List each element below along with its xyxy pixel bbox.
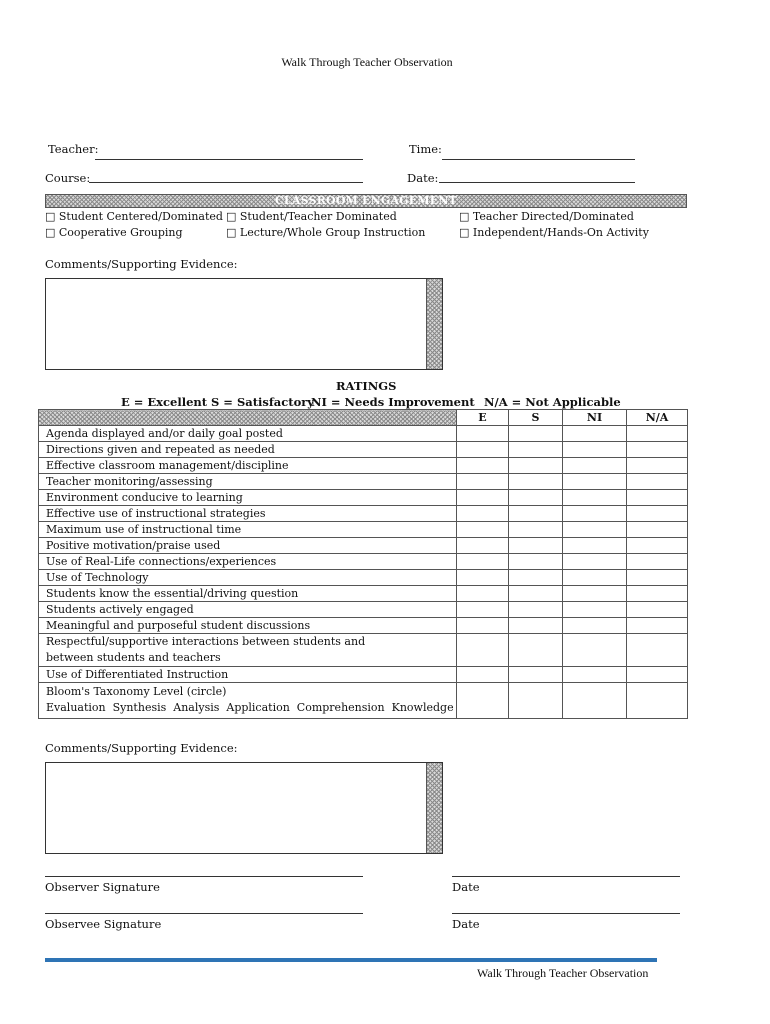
time-field[interactable] bbox=[442, 159, 635, 160]
rating-cell-na[interactable] bbox=[627, 570, 688, 586]
footer-title: Walk Through Teacher Observation bbox=[477, 966, 649, 980]
table-row bbox=[39, 442, 688, 458]
rating-cell-s[interactable] bbox=[509, 666, 563, 682]
table-row bbox=[39, 586, 688, 602]
rating-cell-na[interactable] bbox=[627, 458, 688, 474]
course-field[interactable] bbox=[89, 182, 363, 183]
rating-cell-na[interactable] bbox=[627, 586, 688, 602]
rating-cell-ni[interactable] bbox=[563, 682, 627, 718]
rating-item: Students know the essential/driving question bbox=[39, 586, 457, 602]
comments-label-1: Comments/Supporting Evidence: bbox=[45, 257, 238, 271]
rating-cell-e[interactable] bbox=[457, 586, 509, 602]
rating-cell-s[interactable] bbox=[509, 458, 563, 474]
column-header-e: E bbox=[457, 410, 509, 426]
rating-item: Effective use of instructional strategies bbox=[39, 506, 457, 522]
rating-cell-ni[interactable] bbox=[563, 474, 627, 490]
engagement-option-independent[interactable]: □ Independent/Hands-On Activity bbox=[459, 226, 649, 239]
observer-date-line[interactable] bbox=[452, 876, 680, 877]
rating-cell-s[interactable] bbox=[509, 490, 563, 506]
table-row bbox=[39, 634, 688, 667]
rating-cell-na[interactable] bbox=[627, 682, 688, 718]
engagement-option-lecture[interactable]: □ Lecture/Whole Group Instruction bbox=[226, 226, 426, 239]
table-row bbox=[39, 554, 688, 570]
rating-cell-e[interactable] bbox=[457, 442, 509, 458]
teacher-field[interactable] bbox=[95, 159, 363, 160]
rating-cell-na[interactable] bbox=[627, 554, 688, 570]
rating-cell-s[interactable] bbox=[509, 570, 563, 586]
rating-cell-ni[interactable] bbox=[563, 602, 627, 618]
table-row bbox=[39, 522, 688, 538]
table-row bbox=[39, 490, 688, 506]
rating-cell-ni[interactable] bbox=[563, 458, 627, 474]
rating-cell-e[interactable] bbox=[457, 538, 509, 554]
rating-cell-s[interactable] bbox=[509, 442, 563, 458]
rating-cell-s[interactable] bbox=[509, 426, 563, 442]
table-row bbox=[39, 682, 688, 718]
table-row bbox=[39, 570, 688, 586]
page-header-title: Walk Through Teacher Observation bbox=[281, 55, 453, 69]
table-row bbox=[39, 666, 688, 682]
rating-cell-s[interactable] bbox=[509, 602, 563, 618]
legend-needs-improvement: NI = Needs Improvement bbox=[311, 395, 475, 409]
observee-signature-label: Observee Signature bbox=[45, 917, 162, 931]
rating-cell-na[interactable] bbox=[627, 442, 688, 458]
table-row bbox=[39, 618, 688, 634]
rating-cell-e[interactable] bbox=[457, 682, 509, 718]
rating-item: Agenda displayed and/or daily goal posted bbox=[39, 426, 457, 442]
rating-item: Environment conducive to learning bbox=[39, 490, 457, 506]
rating-item: Use of Real-Life connections/experiences bbox=[39, 554, 457, 570]
rating-cell-s[interactable] bbox=[509, 682, 563, 718]
rating-cell-e[interactable] bbox=[457, 570, 509, 586]
rating-cell-ni[interactable] bbox=[563, 538, 627, 554]
table-row bbox=[39, 458, 688, 474]
rating-item: Maximum use of instructional time bbox=[39, 522, 457, 538]
date-field[interactable] bbox=[439, 182, 635, 183]
rating-cell-na[interactable] bbox=[627, 490, 688, 506]
rating-cell-na[interactable] bbox=[627, 426, 688, 442]
rating-item: Respectful/supportive interactions between students and between students and teachers bbox=[39, 634, 457, 667]
legend-excellent: E = Excellent bbox=[121, 395, 208, 409]
rating-cell-ni[interactable] bbox=[563, 522, 627, 538]
table-row bbox=[39, 538, 688, 554]
rating-cell-ni[interactable] bbox=[563, 634, 627, 667]
observer-signature-label: Observer Signature bbox=[45, 880, 160, 894]
rating-cell-s[interactable] bbox=[509, 474, 563, 490]
rating-item: Effective classroom management/discipline bbox=[39, 458, 457, 474]
rating-cell-s[interactable] bbox=[509, 586, 563, 602]
classroom-engagement-heading-bar bbox=[45, 194, 687, 208]
rating-item: Use of Differentiated Instruction bbox=[39, 666, 457, 682]
rating-item: Directions given and repeated as needed bbox=[39, 442, 457, 458]
rating-item: Students actively engaged bbox=[39, 602, 457, 618]
rating-cell-na[interactable] bbox=[627, 474, 688, 490]
teacher-label: Teacher: bbox=[48, 142, 99, 156]
rating-cell-na[interactable] bbox=[627, 506, 688, 522]
table-row bbox=[39, 474, 688, 490]
rating-cell-na[interactable] bbox=[627, 538, 688, 554]
rating-cell-s[interactable] bbox=[509, 618, 563, 634]
rating-cell-e[interactable] bbox=[457, 634, 509, 667]
comments-box-2[interactable] bbox=[45, 762, 443, 854]
rating-item: Use of Technology bbox=[39, 570, 457, 586]
classroom-engagement-heading: CLASSROOM ENGAGEMENT bbox=[275, 194, 457, 207]
legend-satisfactory: S = Satisfactory bbox=[211, 395, 314, 409]
column-header-na: N/A bbox=[627, 410, 688, 426]
time-label: Time: bbox=[409, 142, 442, 156]
rating-cell-e[interactable] bbox=[457, 602, 509, 618]
blooms-taxonomy-cell bbox=[39, 682, 457, 718]
rating-cell-e[interactable] bbox=[457, 426, 509, 442]
observer-date-label: Date bbox=[452, 880, 480, 894]
rating-item: Teacher monitoring/assessing bbox=[39, 474, 457, 490]
rating-cell-na[interactable] bbox=[627, 602, 688, 618]
rating-cell-e[interactable] bbox=[457, 554, 509, 570]
engagement-option-cooperative[interactable]: □ Cooperative Grouping bbox=[45, 226, 183, 239]
blooms-taxonomy-title: Bloom's Taxonomy Level (circle) bbox=[46, 685, 227, 699]
ratings-title: RATINGS bbox=[336, 379, 397, 393]
rating-cell-s[interactable] bbox=[509, 538, 563, 554]
comments-label-2: Comments/Supporting Evidence: bbox=[45, 741, 238, 755]
rating-item: Positive motivation/praise used bbox=[39, 538, 457, 554]
rating-cell-e[interactable] bbox=[457, 522, 509, 538]
observer-signature-line[interactable] bbox=[45, 876, 363, 877]
rating-cell-ni[interactable] bbox=[563, 554, 627, 570]
rating-cell-ni[interactable] bbox=[563, 570, 627, 586]
rating-cell-e[interactable] bbox=[457, 490, 509, 506]
rating-cell-na[interactable] bbox=[627, 634, 688, 667]
rating-cell-ni[interactable] bbox=[563, 666, 627, 682]
rating-cell-e[interactable] bbox=[457, 666, 509, 682]
observee-date-line[interactable] bbox=[452, 913, 680, 914]
rating-cell-s[interactable] bbox=[509, 634, 563, 667]
rating-cell-s[interactable] bbox=[509, 506, 563, 522]
footer-rule bbox=[45, 958, 657, 962]
rating-cell-ni[interactable] bbox=[563, 426, 627, 442]
engagement-option-teacher-directed[interactable]: □ Teacher Directed/Dominated bbox=[459, 210, 634, 223]
rating-cell-e[interactable] bbox=[457, 474, 509, 490]
legend-not-applicable: N/A = Not Applicable bbox=[484, 395, 621, 409]
table-row bbox=[39, 426, 688, 442]
column-header-ni: NI bbox=[563, 410, 627, 426]
rating-cell-ni[interactable] bbox=[563, 618, 627, 634]
rating-cell-ni[interactable] bbox=[563, 586, 627, 602]
rating-cell-ni[interactable] bbox=[563, 442, 627, 458]
observee-date-label: Date bbox=[452, 917, 480, 931]
rating-cell-na[interactable] bbox=[627, 666, 688, 682]
table-row bbox=[39, 506, 688, 522]
rating-cell-e[interactable] bbox=[457, 618, 509, 634]
engagement-option-student-centered[interactable]: □ Student Centered/Dominated bbox=[45, 210, 223, 223]
comments-box-1[interactable] bbox=[45, 278, 443, 370]
table-row bbox=[39, 602, 688, 618]
comments-box-1-scrollbar[interactable] bbox=[426, 279, 442, 369]
blooms-taxonomy-levels[interactable]: Evaluation Synthesis Analysis Application Comprehension Knowledge bbox=[46, 701, 454, 715]
column-header-s: S bbox=[509, 410, 563, 426]
course-label: Course: bbox=[45, 171, 91, 185]
rating-cell-ni[interactable] bbox=[563, 506, 627, 522]
comments-box-2-scrollbar[interactable] bbox=[426, 763, 442, 853]
rating-cell-na[interactable] bbox=[627, 618, 688, 634]
date-label: Date: bbox=[407, 171, 439, 185]
ratings-table bbox=[38, 409, 688, 719]
ratings-header-row bbox=[39, 410, 688, 426]
rating-cell-s[interactable] bbox=[509, 522, 563, 538]
rating-item: Meaningful and purposeful student discussions bbox=[39, 618, 457, 634]
observee-signature-line[interactable] bbox=[45, 913, 363, 914]
engagement-option-student-teacher[interactable]: □ Student/Teacher Dominated bbox=[226, 210, 397, 223]
rating-cell-ni[interactable] bbox=[563, 490, 627, 506]
ratings-header-blank bbox=[39, 410, 457, 426]
rating-cell-e[interactable] bbox=[457, 458, 509, 474]
rating-cell-s[interactable] bbox=[509, 554, 563, 570]
rating-cell-na[interactable] bbox=[627, 522, 688, 538]
rating-cell-e[interactable] bbox=[457, 506, 509, 522]
